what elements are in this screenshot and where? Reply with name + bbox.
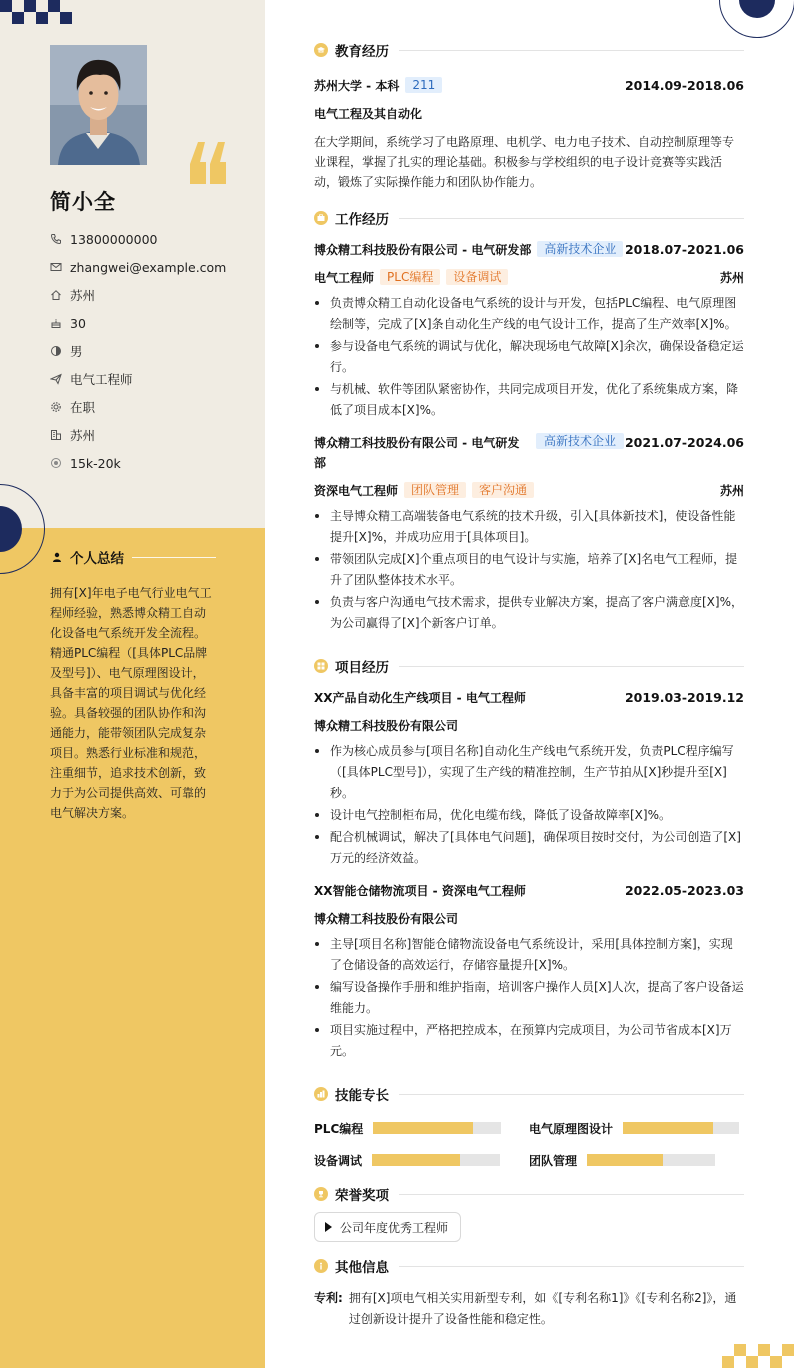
education-header <box>314 36 744 64</box>
gender-value: 男 <box>70 344 83 359</box>
skill-fill <box>623 1122 713 1134</box>
contact-info-list <box>50 225 226 477</box>
list-item: 主导博众精工高端装备电气系统的技术升级，引入[具体新技术]，使设备性能提升[X]%，并成功应用于[具体项目]。 <box>314 506 744 548</box>
work-location: 苏州 <box>719 484 744 498</box>
skill-item <box>529 1144 744 1176</box>
info-age <box>50 309 226 337</box>
work-role: 电气工程师 <box>314 271 375 285</box>
project-bullets <box>314 934 744 1062</box>
summary-title: 个人总结 <box>70 551 124 567</box>
chart-icon <box>314 1087 328 1101</box>
work-role-line <box>314 268 508 288</box>
list-item: 负责与客户沟通电气技术需求，提供专业解决方案，提高了客户满意度[X]%，为公司赢得了[X]个新客户订单。 <box>314 592 744 634</box>
work-company: 博众精工科技股份有限公司 - 电气研发部 <box>314 436 520 470</box>
status-value: 在职 <box>70 400 96 415</box>
work-company-line <box>314 240 623 260</box>
company-tag: 高新技术企业 <box>537 241 623 257</box>
skills-header <box>314 1080 744 1108</box>
info-phone <box>50 225 226 253</box>
work-role: 资深电气工程师 <box>314 484 399 498</box>
info-icon <box>314 1259 328 1273</box>
other-title: 其他信息 <box>335 1260 389 1276</box>
list-item: 项目实施过程中，严格把控成本，在预算内完成项目，为公司节省成本[X]万元。 <box>314 1020 744 1062</box>
list-item: 参与设备电气系统的调试与优化，解决现场电气故障[X]余次，确保设备稳定运行。 <box>314 336 744 378</box>
briefcase-icon <box>314 211 328 225</box>
info-target-city <box>50 421 226 449</box>
main-content <box>314 36 744 1330</box>
skill-name: 电气原理图设计 <box>529 1121 614 1136</box>
phone-icon <box>50 233 62 245</box>
work-item <box>314 433 744 634</box>
project-date: 2019.03-2019.12 <box>624 690 744 705</box>
work-date: 2018.07-2021.06 <box>624 242 744 257</box>
info-position <box>50 365 226 393</box>
target-city-value: 苏州 <box>70 428 96 443</box>
education-description: 在大学期间，系统学习了电路原理、电机学、电力电子技术、自动控制原理等专业课程，掌握了扎实的理论基础。积极参与学校组织的电子设计竞赛等实践活动，锻炼了实际操作能力和团队协作能力。 <box>314 135 735 189</box>
phone-value: 13800000000 <box>70 231 158 247</box>
awards-header <box>314 1180 744 1208</box>
work-title: 工作经历 <box>335 212 389 228</box>
work-item-header <box>314 433 744 473</box>
list-item: 带领团队完成[X]个重点项目的电气设计与实施，培养了[X]名电气工程师，提升了团队整体技术水平。 <box>314 549 744 591</box>
skill-name: PLC编程 <box>314 1121 364 1136</box>
work-date: 2021.07-2024.06 <box>624 435 744 450</box>
work-role-line <box>314 481 534 501</box>
candidate-name: 简小全 <box>50 190 116 214</box>
info-gender <box>50 337 226 365</box>
checker-decoration-bottom-right <box>722 1344 794 1368</box>
age-value: 30 <box>70 315 86 331</box>
graduation-cap-icon <box>314 43 328 57</box>
skill-tag: 团队管理 <box>404 482 466 498</box>
work-header <box>314 204 744 232</box>
skill-tag: PLC编程 <box>380 269 440 285</box>
person-icon <box>50 550 64 564</box>
project-item-header <box>314 881 744 901</box>
list-item: 编写设备操作手册和维护指南，培训客户操作人员[X]人次，提高了客户设备运维能力。 <box>314 977 744 1019</box>
education-tag: 211 <box>405 77 442 93</box>
quote-icon <box>188 140 228 184</box>
gender-icon <box>50 345 62 357</box>
section-divider <box>399 666 744 667</box>
project-date: 2022.05-2023.03 <box>624 883 744 898</box>
coin-icon <box>50 457 62 469</box>
project-company: 博众精工科技股份有限公司 <box>314 912 459 926</box>
mail-icon <box>50 261 62 273</box>
list-item: 作为核心成员参与[项目名称]自动化生产线电气系统开发，负责PLC程序编写（[具体PLC型号]），实现了生产线的精准控制，生产节拍从[X]秒提升至[X]秒。 <box>314 741 744 804</box>
project-item-header <box>314 688 744 708</box>
summary-header <box>50 547 216 567</box>
gear-icon <box>50 401 62 413</box>
award-label: 公司年度优秀工程师 <box>340 1220 449 1235</box>
work-role-row <box>314 268 744 288</box>
skill-fill <box>373 1122 473 1134</box>
list-item: 设计电气控制柜布局，优化电缆布线，降低了设备故障率[X]%。 <box>314 805 744 826</box>
work-company: 博众精工科技股份有限公司 - 电气研发部 <box>314 243 532 257</box>
project-company: 博众精工科技股份有限公司 <box>314 719 459 733</box>
section-divider <box>399 50 744 51</box>
skill-bar <box>623 1122 739 1134</box>
list-item: 主导[项目名称]智能仓储物流设备电气系统设计，采用[具体控制方案]，实现了仓储设备的高效运行，存储容量提升[X]%。 <box>314 934 744 976</box>
other-label: 专利: <box>314 1291 343 1305</box>
education-major: 电气工程及其自动化 <box>314 107 423 121</box>
work-bullets <box>314 293 744 421</box>
work-company-line <box>314 433 624 473</box>
education-row <box>314 76 744 96</box>
skill-bar <box>373 1122 501 1134</box>
company-tag: 高新技术企业 <box>536 433 624 449</box>
education-title: 教育经历 <box>335 44 389 60</box>
info-city <box>50 281 226 309</box>
award-item[interactable] <box>314 1212 461 1242</box>
trophy-icon <box>314 1187 328 1201</box>
skill-item <box>529 1112 744 1144</box>
education-date: 2014.09-2018.06 <box>624 78 744 93</box>
skill-bar <box>587 1154 715 1166</box>
checker-decoration-top-left <box>0 0 76 24</box>
info-status <box>50 393 226 421</box>
education-school-line <box>314 76 442 96</box>
skill-name: 设备调试 <box>314 1153 363 1168</box>
work-item <box>314 240 744 421</box>
skill-fill <box>587 1154 663 1166</box>
building-icon <box>50 429 62 441</box>
skill-tag: 设备调试 <box>446 269 508 285</box>
salary-value: 15k-20k <box>70 455 121 471</box>
skill-item <box>314 1144 529 1176</box>
sidebar <box>0 0 265 1368</box>
skill-item <box>314 1112 529 1144</box>
project-item <box>314 881 744 1062</box>
awards-title: 荣誉奖项 <box>335 1188 389 1204</box>
project-bullets <box>314 741 744 869</box>
other-patent-row <box>314 1288 744 1330</box>
list-item: 与机械、软件等团队紧密协作，共同完成项目开发，优化了系统集成方案，降低了项目成本[X]%。 <box>314 379 744 421</box>
list-item: 配合机械调试，解决了[具体电气问题]，确保项目按时交付，为公司创造了[X]万元的经济效益。 <box>314 827 744 869</box>
summary-divider <box>132 557 216 558</box>
info-email <box>50 253 226 281</box>
skill-tag: 客户沟通 <box>472 482 534 498</box>
cake-icon <box>50 317 62 329</box>
other-text: 拥有[X]项电气相关实用新型专利，如《[专利名称1]》《[专利名称2]》，通过创新设计提升了设备性能和稳定性。 <box>348 1291 737 1326</box>
play-icon <box>325 1222 332 1232</box>
work-bullets <box>314 506 744 634</box>
projects-title: 项目经历 <box>335 660 389 676</box>
skills-title: 技能专长 <box>335 1088 389 1104</box>
skill-fill <box>372 1154 460 1166</box>
info-salary <box>50 449 226 477</box>
list-item: 负责博众精工自动化设备电气系统的设计与开发，包括PLC编程、电气原理图绘制等，完成了[X]条自动化生产线的电气设计工作，提高了生产效率[X]%。 <box>314 293 744 335</box>
section-divider <box>399 218 744 219</box>
project-name: XX智能仓储物流项目 - 资深电气工程师 <box>314 884 526 898</box>
summary-text: 拥有[X]年电子电气行业电气工程师经验，熟悉博众精工自动化设备电气系统开发全流程。精通PLC编程（[具体PLC品牌及型号]）、电气原理图设计，具备丰富的项目调试与优化经验。具备较强的团队协作和沟通能力，能带领团队完成复杂项目。熟悉行业标准和规范，注重细节，追求技术创新，致力于为公司提供高效、可靠的电气解决方案。 <box>50 586 212 820</box>
work-location: 苏州 <box>719 271 744 285</box>
education-school: 苏州大学 - 本科 <box>314 79 400 93</box>
work-item-header <box>314 240 744 260</box>
city-value: 苏州 <box>70 288 96 303</box>
section-divider <box>399 1094 744 1095</box>
position-value: 电气工程师 <box>70 372 133 387</box>
project-name: XX产品自动化生产线项目 - 电气工程师 <box>314 691 526 705</box>
project-item <box>314 688 744 869</box>
projects-header <box>314 652 744 680</box>
section-divider <box>399 1266 744 1267</box>
skill-bar <box>372 1154 500 1166</box>
section-divider <box>399 1194 744 1195</box>
grid-icon <box>314 659 328 673</box>
avatar <box>50 45 147 165</box>
work-role-row <box>314 481 744 501</box>
email-value: zhangwei@example.com <box>70 259 227 275</box>
skills-grid <box>314 1112 744 1176</box>
send-icon <box>50 373 62 385</box>
other-header <box>314 1252 744 1280</box>
home-icon <box>50 289 62 301</box>
skill-name: 团队管理 <box>529 1153 578 1168</box>
